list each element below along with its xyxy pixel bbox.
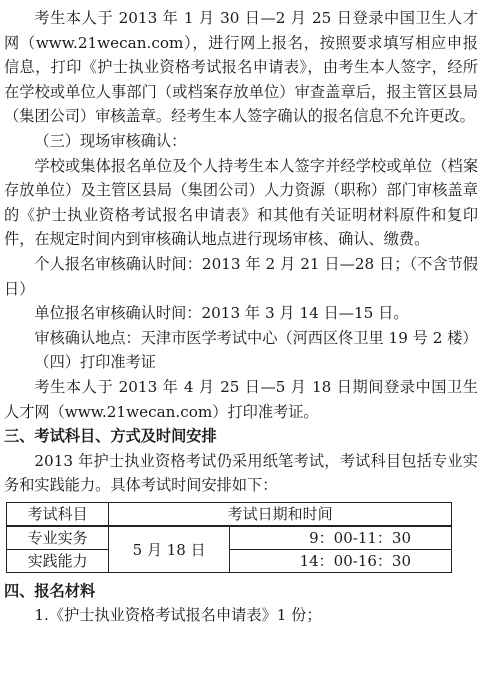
document-page xyxy=(4,6,478,628)
datetime-column-header: 考试日期和时间 xyxy=(109,502,452,526)
table-row xyxy=(7,526,452,550)
section-four-heading: 四、报名材料 xyxy=(4,581,96,600)
unit-review-time: 单位报名审核确认时间：2013 年 3 月 14 日—15 日。 xyxy=(34,304,409,323)
print-admission-heading: （四）打印准考证 xyxy=(34,353,156,372)
table-header-row xyxy=(7,502,452,526)
subject-column-header: 考试科目 xyxy=(7,502,109,526)
onsite-review-paragraph: 学校或集体报名单位及个人持考生本人签字并经学校或单位（档案存放单位）及主管区县局（集团公司）人力资源（职称）部门审核盖章的《护士执业资格考试报名申请表》和其他有关证明材料原件和复印件，在规定时间内到审核确认地点进行现场审核、确认、缴费。 xyxy=(4,156,478,249)
onsite-review-heading: （三）现场审核确认： xyxy=(34,131,187,150)
time-cell: 9：00-11：30 xyxy=(229,526,451,550)
online-registration-paragraph: 考生本人于 2013 年 1 月 30 日—2 月 25 日登录中国卫生人才网（www.21wecan.com），进行网上报名，按照要求填写相应申报信息，打印《护士执业资格考试报名申请表》，由考生本人签字，经所在学校或单位人事部门（或档案存放单位）审查盖章后，报主管区县局（集团公司）审核盖章。经考生本人签字确认的报名信息不允许更改。 xyxy=(4,9,478,126)
print-admission-paragraph: 考生本人于 2013 年 4 月 25 日—5 月 18 日期间登录中国卫生人才网（www.21wecan.com）打印准考证。 xyxy=(4,377,478,421)
subject-cell: 实践能力 xyxy=(7,549,109,572)
section-three-heading: 三、考试科目、方式及时间安排 xyxy=(4,427,217,446)
exam-date-cell: 5 月 18 日 xyxy=(109,526,229,573)
individual-review-time: 个人报名审核确认时间：2013 年 2 月 21 日—28 日；（不含节假日） xyxy=(4,254,478,298)
review-location: 审核确认地点：天津市医学考试中心（河西区佟卫里 19 号 2 楼） xyxy=(34,328,478,347)
table-row xyxy=(7,549,452,572)
time-cell: 14：00-16：30 xyxy=(229,549,451,572)
exam-schedule-table xyxy=(6,502,452,573)
materials-item-1: 1.《护士执业资格考试报名申请表》1 份； xyxy=(34,606,322,625)
subject-cell: 专业实务 xyxy=(7,526,109,550)
exam-intro-paragraph: 2013 年护士执业资格考试仍采用纸笔考试，考试科目包括专业实务和实践能力。具体考试时间安排如下： xyxy=(4,451,478,495)
